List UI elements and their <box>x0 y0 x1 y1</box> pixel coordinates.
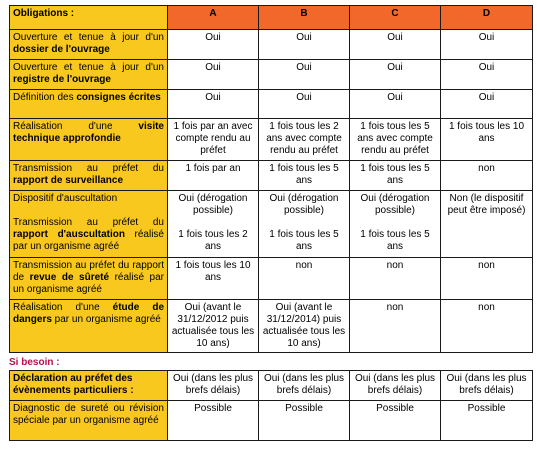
cell-a: 1 fois tous les 10 ans <box>168 258 259 300</box>
cell-b: Oui <box>259 30 350 60</box>
col-header-d: D <box>441 6 533 30</box>
cell-a: 1 fois par an <box>168 161 259 191</box>
cell-a: 1 fois par an avec compte rendu au préfet <box>168 119 259 161</box>
cell-d: Oui (dans les plus brefs délais) <box>441 371 533 401</box>
cell-c: non <box>350 300 441 353</box>
cell-b: 1 fois tous les 5 ans <box>259 161 350 191</box>
row-label: Ouverture et tenue à jour d'un registre de l'ouvrage <box>10 60 168 90</box>
cell-a: Oui (dans les plus brefs délais) <box>168 371 259 401</box>
cell-d: Oui <box>441 60 533 90</box>
cell-a: Oui (avant le 31/12/2012 puis actualisée tous les 10 ans) <box>168 300 259 353</box>
cell-b: 1 fois tous les 2 ans avec compte rendu au préfet <box>259 119 350 161</box>
si-besoin-heading: Si besoin : <box>9 357 60 368</box>
cell-d: non <box>441 258 533 300</box>
cell-c: Oui (dans les plus brefs délais) <box>350 371 441 401</box>
cell-c: Possible <box>350 401 441 441</box>
col-header-c: C <box>350 6 441 30</box>
cell-a: Oui (dérogation possible) 1 fois tous les 2 ans <box>168 191 259 258</box>
table-row <box>10 300 533 353</box>
obligations-header: Obligations : <box>10 6 168 30</box>
cell-d: Possible <box>441 401 533 441</box>
table-row <box>10 90 533 119</box>
table-row <box>10 401 533 441</box>
cell-a: Oui <box>168 90 259 119</box>
cell-b: Oui (dans les plus brefs délais) <box>259 371 350 401</box>
table-row <box>10 371 533 401</box>
cell-d: Oui <box>441 30 533 60</box>
cell-c: 1 fois tous les 5 ans <box>350 161 441 191</box>
cell-d: 1 fois tous les 10 ans <box>441 119 533 161</box>
row-label: Dispositif d'auscultation Transmission au préfet du rapport d'auscultation réalisé par un organisme agréé <box>10 191 168 258</box>
cell-c: non <box>350 258 441 300</box>
table-row <box>10 119 533 161</box>
cell-c: Oui <box>350 90 441 119</box>
table-row <box>10 191 533 258</box>
cell-b: Oui <box>259 60 350 90</box>
table-row <box>10 60 533 90</box>
cell-d: Non (le dispositif peut être imposé) <box>441 191 533 258</box>
cell-b: Oui (avant le 31/12/2014) puis actualisée tous les 10 ans) <box>259 300 350 353</box>
cell-a: Oui <box>168 60 259 90</box>
cell-a: Oui <box>168 30 259 60</box>
row-label: Ouverture et tenue à jour d'un dossier de l'ouvrage <box>10 30 168 60</box>
row-label: Définition des consignes écrites <box>10 90 168 119</box>
cell-d: non <box>441 161 533 191</box>
obligations-table <box>9 5 533 353</box>
table-row <box>10 161 533 191</box>
conditional-obligations-table <box>9 370 533 441</box>
row-label: Déclaration au préfet des évènements particuliers : <box>10 371 168 401</box>
cell-c: Oui <box>350 30 441 60</box>
row-label: Réalisation d'une étude de dangers par un organisme agréé <box>10 300 168 353</box>
header-row <box>10 6 533 30</box>
cell-a: Possible <box>168 401 259 441</box>
col-header-b: B <box>259 6 350 30</box>
row-label: Diagnostic de sureté ou révision spéciale par un organisme agréé <box>10 401 168 441</box>
cell-c: Oui <box>350 60 441 90</box>
cell-b: Oui (dérogation possible) 1 fois tous les 5 ans <box>259 191 350 258</box>
cell-d: Oui <box>441 90 533 119</box>
cell-c: 1 fois tous les 5 ans avec compte rendu au préfet <box>350 119 441 161</box>
cell-b: Possible <box>259 401 350 441</box>
table-row <box>10 30 533 60</box>
cell-b: non <box>259 258 350 300</box>
cell-b: Oui <box>259 90 350 119</box>
table-row <box>10 258 533 300</box>
row-label: Réalisation d'une visite technique approfondie <box>10 119 168 161</box>
col-header-a: A <box>168 6 259 30</box>
row-label: Transmission au préfet du rapport de surveillance <box>10 161 168 191</box>
cell-d: non <box>441 300 533 353</box>
row-label: Transmission au préfet du rapport de revue de sûreté réalisé par un organisme agréé <box>10 258 168 300</box>
cell-c: Oui (dérogation possible) 1 fois tous les 5 ans <box>350 191 441 258</box>
